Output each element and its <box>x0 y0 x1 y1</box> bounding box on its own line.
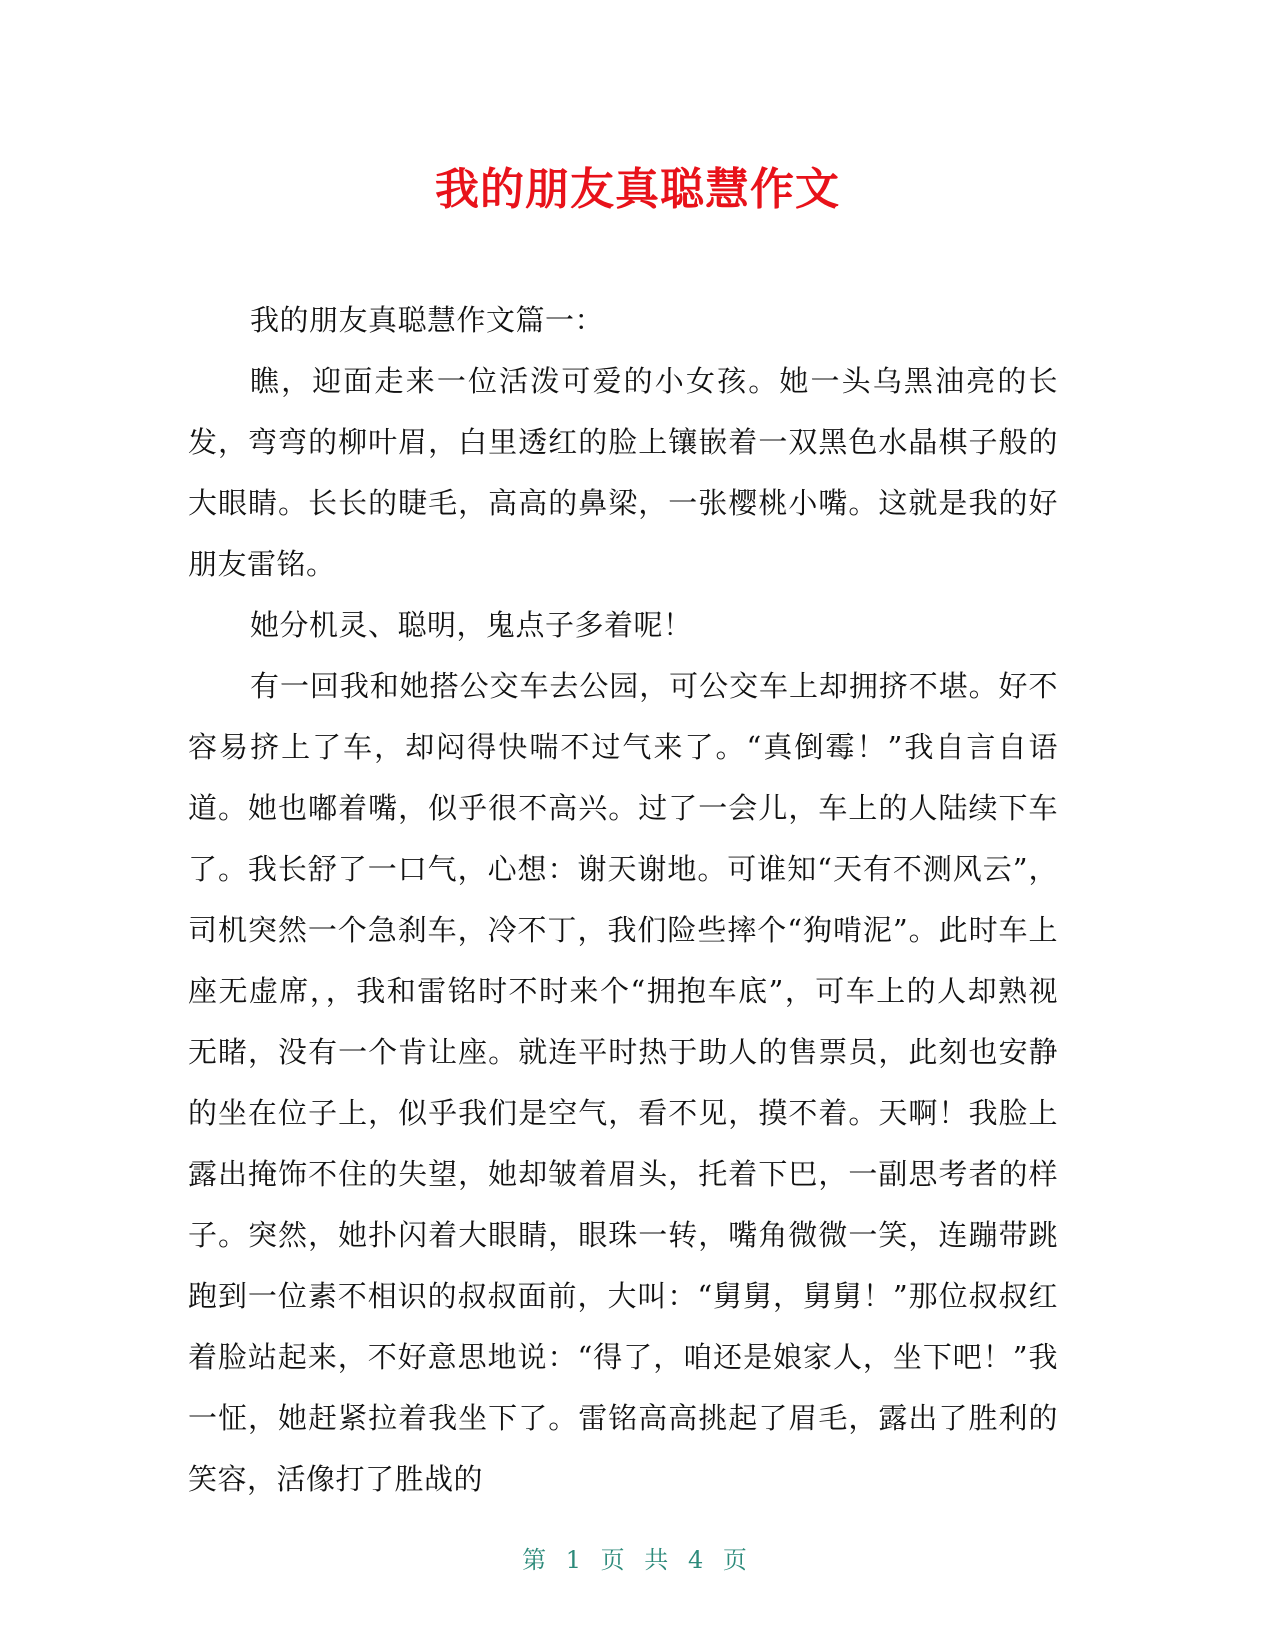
page-number-footer: 第 1 页 共 4 页 <box>522 1546 753 1574</box>
paragraph-heading: 我的朋友真聪慧作文篇一： <box>250 303 605 337</box>
document-body <box>188 290 1058 1510</box>
document-title: 我的朋友真聪慧作文 <box>435 164 840 215</box>
paragraph-bus-story: 有一回我和她搭公交车去公园，可公交车上却拥挤不堪。好不容易挤上了车，却闷得快喘不过气来了。“真倒霉！”我自言自语道。她也嘟着嘴，似乎很不高兴。过了一会儿，车上的人陆续下车了。我长舒了一口气，心想：谢天谢地。可谁知“天有不测风云”，司机突然一个急刹车，冷不丁，我们险些摔个“狗啃泥”。此时车上座无虚席，，我和雷铭时不时来个“拥抱车底”，可车上的人却熟视无睹，没有一个肯让座。就连平时热于助人的售票员，此刻也安静的坐在位子上，似乎我们是空气，看不见，摸不着。天啊！我脸上露出掩饰不住的失望，她却皱着眉头，托着下巴，一副思考者的样子。突然，她扑闪着大眼睛，眼珠一转，嘴角微微一笑，连蹦带跳跑到一位素不相识的叔叔面前，大叫：“舅舅，舅舅！”那位叔叔红着脸站起来，不好意思地说：“得了，咱还是娘家人，坐下吧！”我一怔，她赶紧拉着我坐下了。雷铭高高挑起了眉毛，露出了胜利的笑容，活像打了胜战的 <box>188 669 1058 1496</box>
paragraph-clever: 她分机灵、聪明，鬼点子多着呢！ <box>250 608 693 642</box>
paragraph-description: 瞧，迎面走来一位活泼可爱的小女孩。她一头乌黑油亮的长发，弯弯的柳叶眉，白里透红的脸上镶嵌着一双黑色水晶棋子般的大眼睛。长长的睫毛，高高的鼻梁，一张樱桃小嘴。这就是我的好朋友雷铭。 <box>188 364 1058 581</box>
